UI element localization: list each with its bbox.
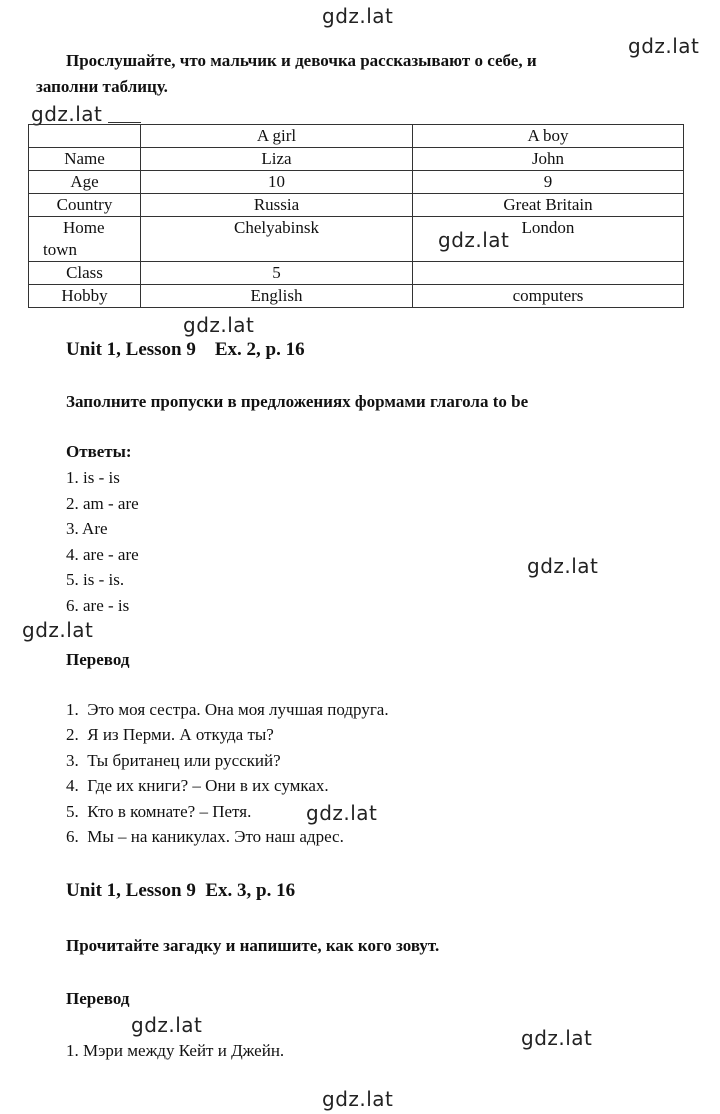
watermark: gdz.lat — [183, 313, 255, 337]
table-cell-girl: 10 — [141, 171, 413, 194]
translation-label: Перевод — [66, 650, 130, 669]
table-cell-boy: 9 — [413, 171, 684, 194]
table-row — [29, 217, 684, 262]
section-heading: Unit 1, Lesson 9 Ex. 3, p. 16 — [66, 880, 296, 901]
table-cell-girl: Chelyabinsk — [141, 217, 413, 262]
table-row-label: Age — [29, 171, 141, 194]
translation-item: 3. Ты британец или русский? — [66, 751, 281, 770]
table-cell-girl: English — [141, 285, 413, 308]
table-row — [29, 262, 684, 285]
translation-item: 1. Это моя сестра. Она моя лучшая подруга. — [66, 700, 389, 719]
watermark: gdz.lat — [22, 618, 94, 642]
watermark: gdz.lat — [306, 801, 378, 825]
watermark: gdz.lat — [628, 34, 700, 58]
table-header-cell — [29, 125, 141, 148]
watermark: gdz.lat — [131, 1013, 203, 1037]
table-row — [29, 285, 684, 308]
table-cell-boy — [413, 262, 684, 285]
answer-item: 2. am - are — [66, 494, 139, 513]
table-header-cell: A boy — [413, 125, 684, 148]
table-cell-girl: Liza — [141, 148, 413, 171]
label-line: Home — [63, 218, 105, 237]
table-cell-boy: Great Britain — [413, 194, 684, 217]
table-cell-girl: Russia — [141, 194, 413, 217]
task1-instruction: Прослушайте, что мальчик и девочка рассказывают о себе, и — [66, 51, 537, 70]
watermark: gdz.lat — [527, 554, 599, 578]
table-cell-girl: 5 — [141, 262, 413, 285]
answer-item: 6. are - is — [66, 596, 130, 612]
watermark: gdz.lat — [322, 1087, 394, 1111]
table-row — [29, 148, 684, 171]
section-instruction: Прочитайте загадку и напишите, как кого зовут. — [66, 936, 440, 955]
table-row-label: Hobby — [29, 285, 141, 308]
translation-item: 4. Где их книги? – Они в их сумках. — [66, 776, 329, 795]
answer-item: 4. are - are — [66, 545, 139, 564]
table-row-label — [29, 217, 141, 262]
watermark: gdz.lat — [521, 1026, 593, 1050]
answer-item-clipped — [60, 596, 260, 612]
section-heading: Unit 1, Lesson 9 Ex. 2, p. 16 — [66, 339, 305, 360]
table-cell-boy: London — [413, 217, 684, 262]
answer-item: 3. Are — [66, 519, 108, 538]
table-header-row — [29, 125, 684, 148]
table-cell-boy: computers — [413, 285, 684, 308]
table-row-label: Country — [29, 194, 141, 217]
task1-instruction-cont: заполни таблицу. — [36, 77, 168, 96]
translation-item: 2. Я из Перми. А откуда ты? — [66, 725, 274, 744]
answers-label: Ответы: — [66, 442, 132, 461]
watermark-underline — [108, 122, 141, 123]
translation-label: Перевод — [66, 989, 130, 1008]
table-row — [29, 194, 684, 217]
watermark: gdz.lat — [322, 4, 394, 28]
watermark: gdz.lat — [438, 228, 510, 252]
table-cell-boy: John — [413, 148, 684, 171]
translation-item: 1. Мэри между Кейт и Джейн. — [66, 1041, 285, 1060]
label-line: town — [43, 240, 77, 259]
table-row-label: Name — [29, 148, 141, 171]
watermark: gdz.lat — [31, 102, 103, 126]
translation-item: 6. Мы – на каникулах. Это наш адрес. — [66, 827, 344, 846]
answer-item: 5. is - is. — [66, 570, 125, 589]
answer-table — [28, 124, 684, 308]
answer-item: 1. is - is — [66, 468, 120, 487]
translation-item: 5. Кто в комнате? – Петя. — [66, 802, 252, 821]
table-row — [29, 171, 684, 194]
section-instruction: Заполните пропуски в предложениях формами глагола to be — [66, 392, 529, 411]
table-row-label: Class — [29, 262, 141, 285]
table-header-cell: A girl — [141, 125, 413, 148]
